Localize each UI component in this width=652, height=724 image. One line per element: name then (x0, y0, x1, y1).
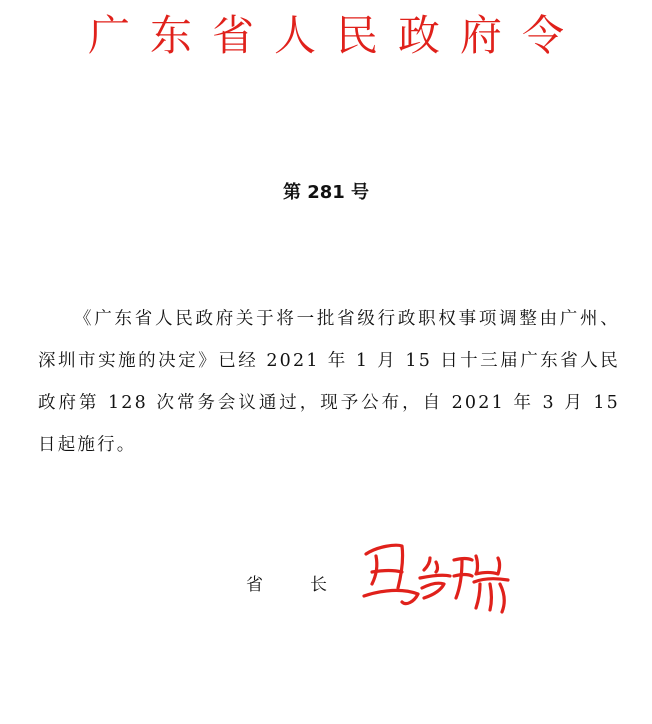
signature-label-char-2: 长 (310, 575, 327, 595)
signature-strokes (364, 545, 508, 612)
page-title: 广东省人民政府令 (87, 11, 584, 60)
handwritten-signature (358, 532, 518, 622)
signature-label-char-1: 省 (246, 575, 263, 595)
document-number: 第 281 号 (282, 182, 370, 203)
document-body: 《广东省人民政府关于将一批省级行政职权事项调整由广州、深圳市实施的决定》已经 2021 年 1 月 15 日十三届广东省人民政府第 128 次常务会议通过，现予公布，自 2021 年 3 月 15 日起施行。 (38, 309, 620, 455)
